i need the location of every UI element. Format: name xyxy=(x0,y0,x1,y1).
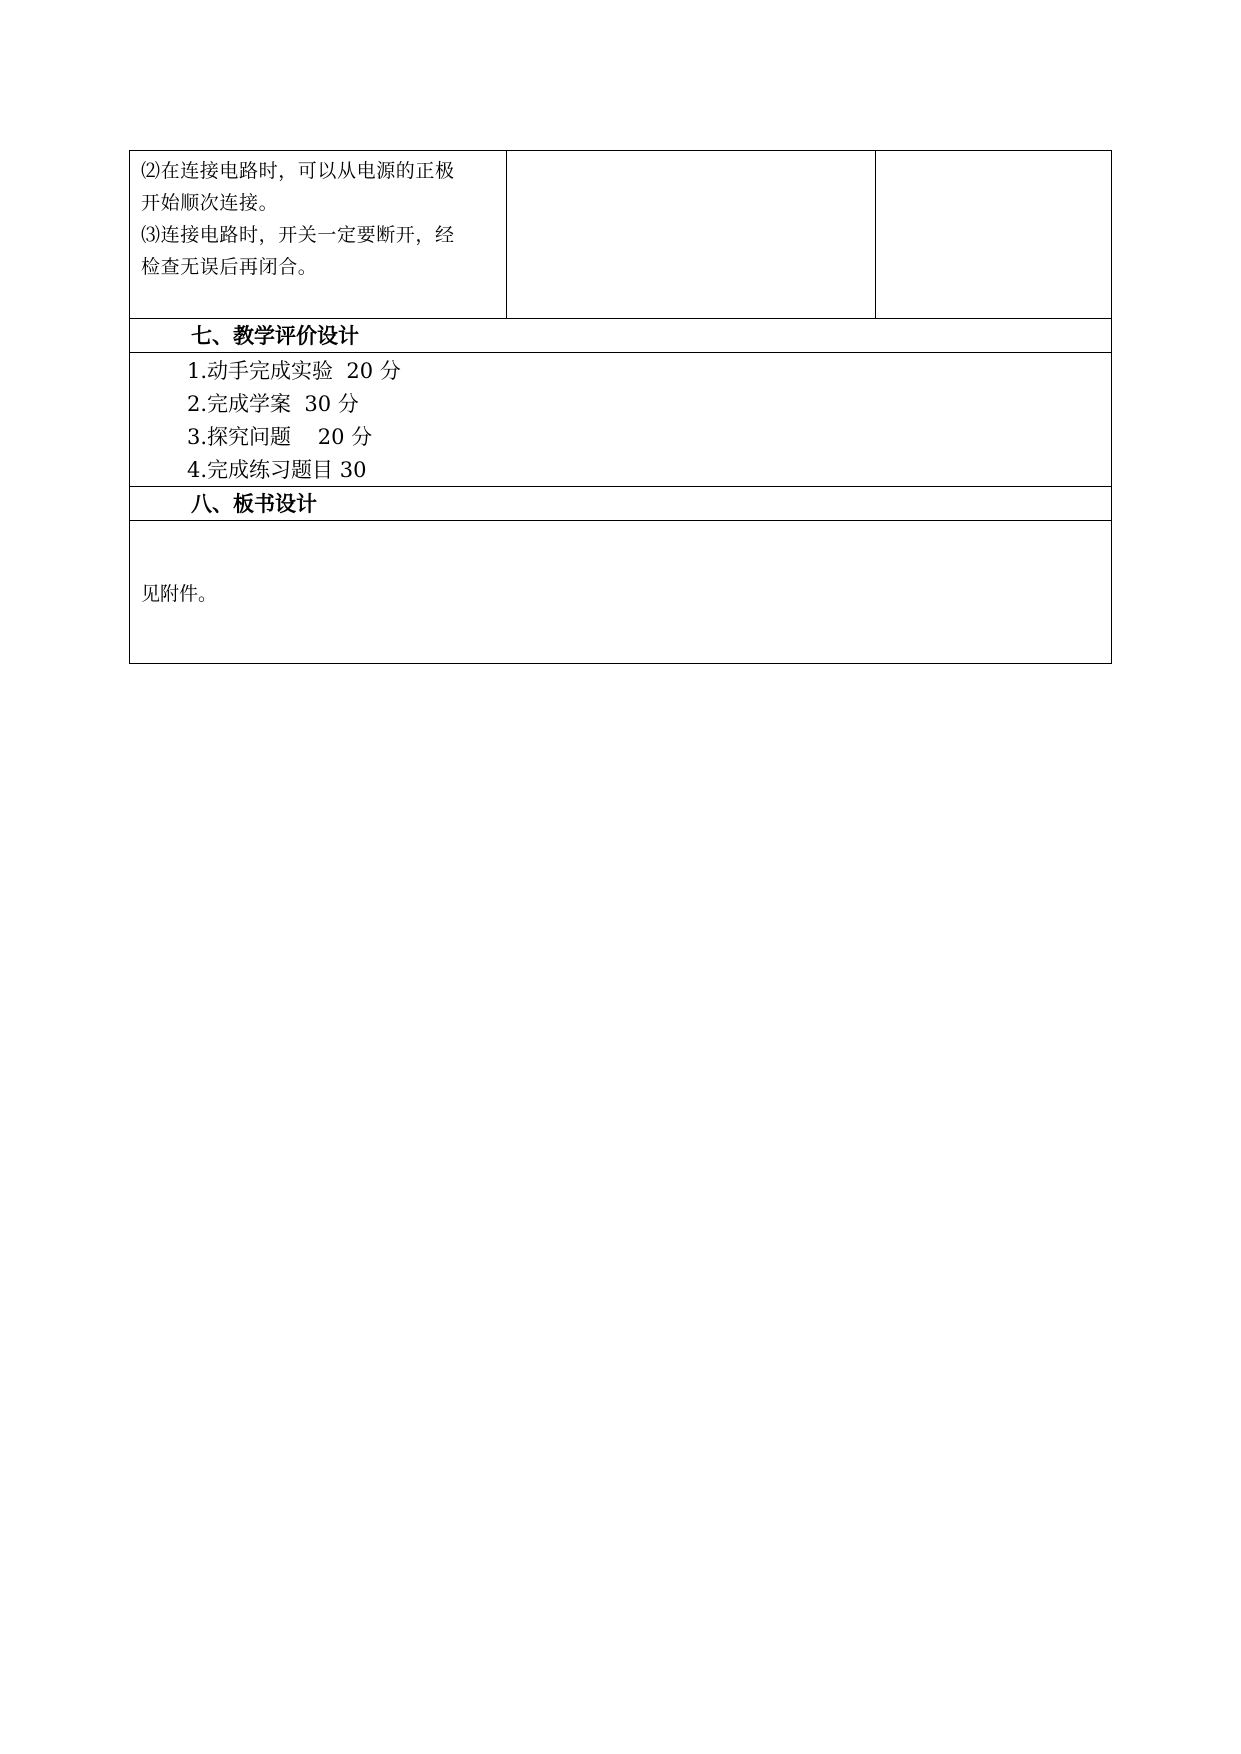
evaluation-item: 1.动手完成实验 20 分 xyxy=(187,359,401,383)
evaluation-item: 3.探究问题 20 分 xyxy=(187,425,373,449)
section7-content-row xyxy=(130,353,1111,487)
section8-content-row xyxy=(130,521,1111,663)
lesson-plan-table xyxy=(129,150,1112,664)
note-line: ⑶连接电路时，开关一定要断开，经 xyxy=(141,224,455,246)
section7-heading-row xyxy=(130,319,1111,353)
table-row-notes xyxy=(130,151,1111,319)
board-design-text: 见附件。 xyxy=(141,582,218,605)
section8-heading: 八、板书设计 xyxy=(191,491,317,516)
note-line: 检查无误后再闭合。 xyxy=(141,256,318,278)
evaluation-item: 2.完成学案 30 分 xyxy=(187,392,359,416)
empty-cell-right xyxy=(876,151,1111,318)
note-line: ⑵在连接电路时，可以从电源的正极 xyxy=(141,160,455,182)
note-line: 开始顺次连接。 xyxy=(141,192,279,214)
notes-cell xyxy=(130,151,507,318)
section7-heading: 七、教学评价设计 xyxy=(191,323,359,348)
evaluation-item: 4.完成练习题目 30 xyxy=(187,458,367,482)
section8-heading-row xyxy=(130,487,1111,521)
empty-cell-middle xyxy=(507,151,876,318)
